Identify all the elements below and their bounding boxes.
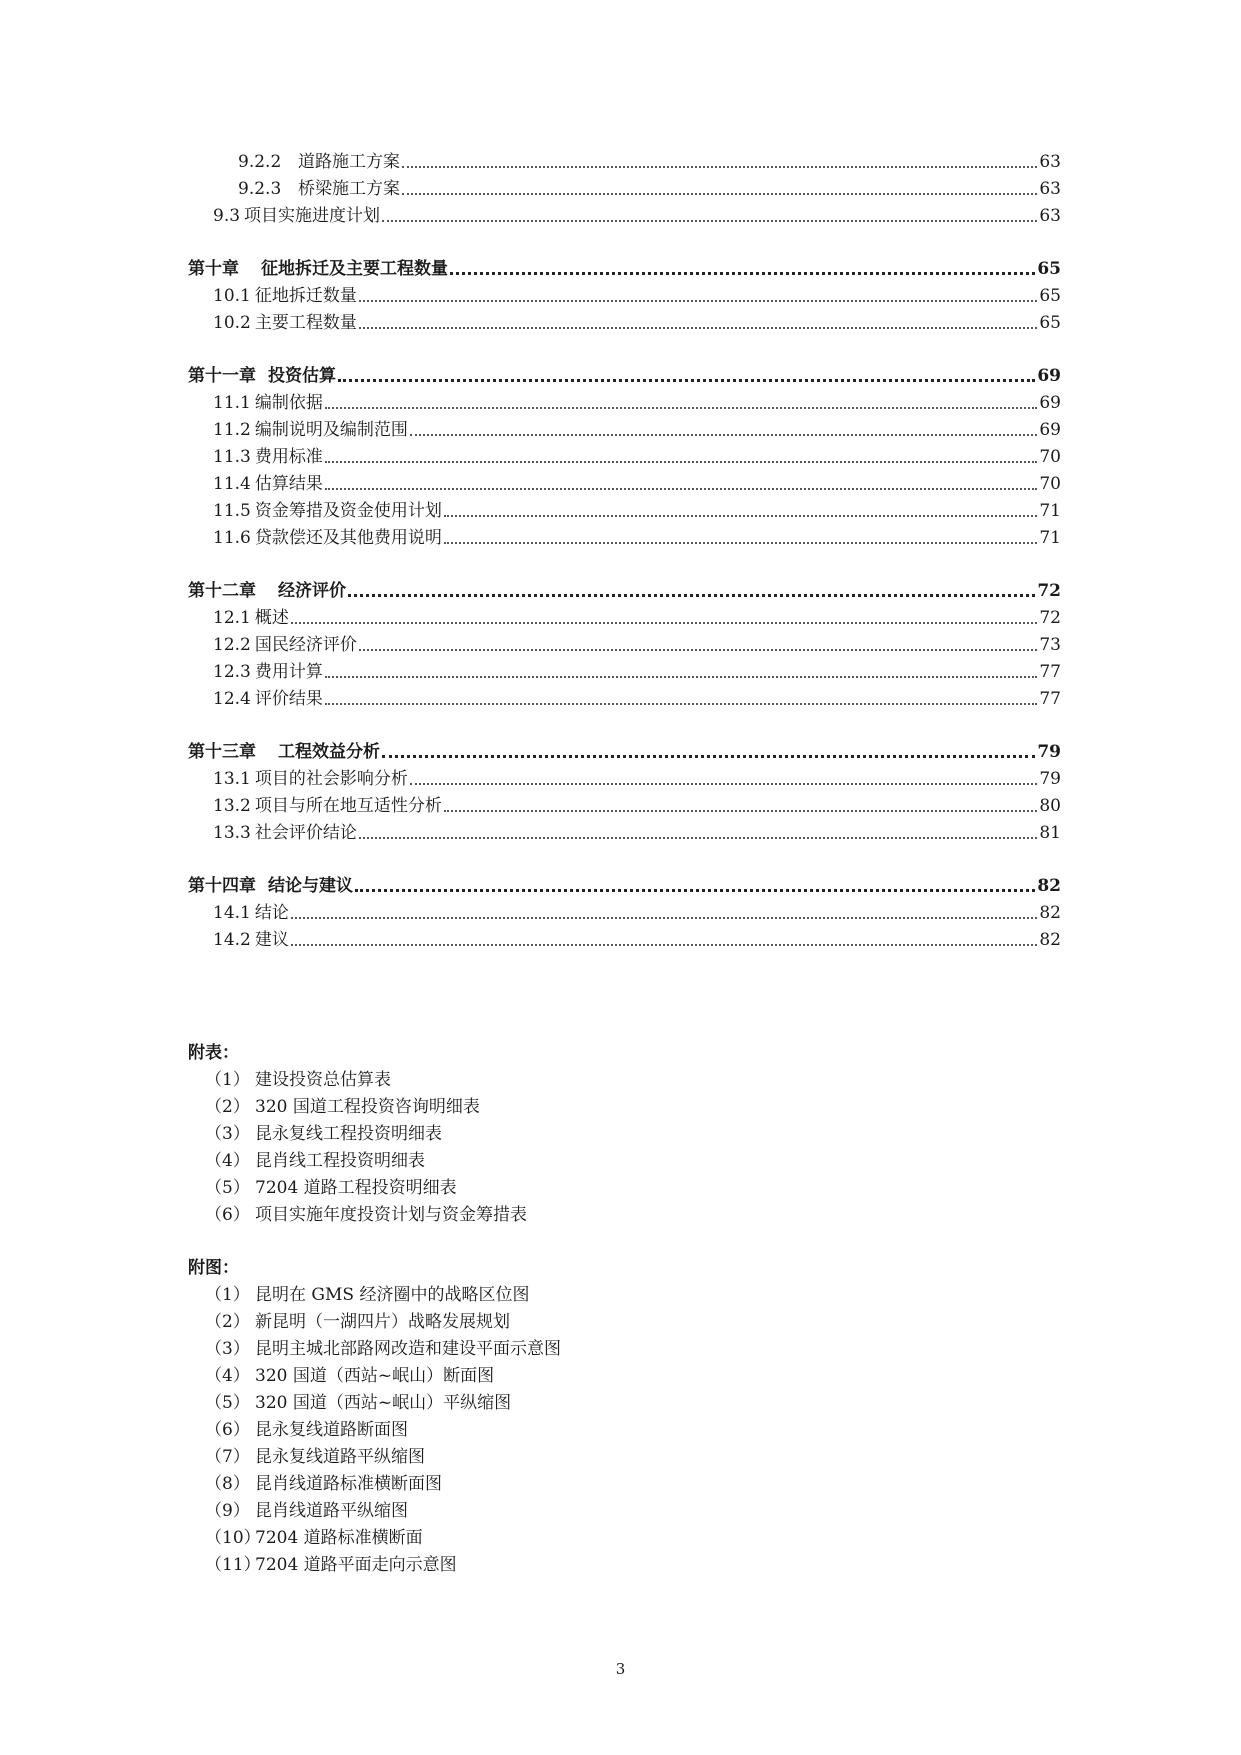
item-text: 昆肖线道路标准横断面图 bbox=[255, 1474, 442, 1494]
appendix-figure-item[interactable] bbox=[188, 1525, 1088, 1552]
item-index: （1） bbox=[205, 1070, 250, 1090]
toc-entry-title: 道路施工方案 bbox=[298, 152, 400, 172]
toc-entry[interactable] bbox=[188, 310, 1061, 337]
dot-leader bbox=[382, 220, 1037, 222]
toc-entry-number: 13.3 bbox=[213, 823, 251, 843]
toc-entry-title: 主要工程数量 bbox=[254, 313, 357, 333]
item-index: （1） bbox=[205, 1285, 250, 1305]
toc-entry-page: 79 bbox=[1039, 769, 1061, 789]
appendix-figure-item[interactable] bbox=[188, 1444, 1088, 1471]
toc-chapter-page: 79 bbox=[1037, 742, 1061, 762]
toc-entry-title: 编制说明及编制范围 bbox=[254, 420, 408, 440]
toc-entry-number: 11.6 bbox=[213, 528, 251, 548]
item-index: （11） bbox=[205, 1555, 261, 1575]
page-number: 3 bbox=[615, 1660, 626, 1678]
toc-entry-page: 70 bbox=[1039, 447, 1061, 467]
toc-entry-page: 82 bbox=[1039, 930, 1061, 950]
item-text: 昆肖线道路平纵缩图 bbox=[255, 1501, 408, 1521]
item-text: 昆永复线道路断面图 bbox=[255, 1420, 408, 1440]
toc-chapter-page: 69 bbox=[1037, 366, 1061, 386]
dot-leader bbox=[325, 703, 1038, 705]
toc-entry-title: 费用标准 bbox=[254, 447, 323, 467]
toc-entry-page: 63 bbox=[1039, 179, 1061, 199]
toc-entry-number: 9.2.2 bbox=[238, 152, 282, 172]
toc-entry[interactable] bbox=[188, 498, 1061, 525]
item-text: 320 国道（西站~岷山）平纵缩图 bbox=[255, 1393, 512, 1413]
appendix-table-item[interactable] bbox=[188, 1202, 1088, 1229]
toc-entry[interactable] bbox=[188, 686, 1061, 713]
toc-entry-number: 10.1 bbox=[213, 286, 251, 306]
toc-entry-title: 估算结果 bbox=[254, 474, 323, 494]
appendix-table-item[interactable] bbox=[188, 1121, 1088, 1148]
item-index: （4） bbox=[205, 1151, 250, 1171]
dot-leader bbox=[410, 783, 1038, 785]
toc-entry-number: 10.2 bbox=[213, 313, 251, 333]
toc-entry-page: 73 bbox=[1039, 635, 1061, 655]
item-text: 昆肖线工程投资明细表 bbox=[255, 1151, 425, 1171]
dot-leader bbox=[359, 837, 1038, 839]
toc-entry[interactable] bbox=[188, 900, 1061, 927]
toc-entry[interactable] bbox=[188, 471, 1061, 498]
appendix-tables-heading: 附表： bbox=[188, 1043, 239, 1063]
toc-entry-title: 社会评价结论 bbox=[254, 823, 357, 843]
toc-chapter-title: 征地拆迁及主要工程数量 bbox=[261, 259, 448, 279]
dot-leader bbox=[325, 407, 1038, 409]
appendix-figure-item[interactable] bbox=[188, 1282, 1088, 1309]
dot-leader bbox=[355, 889, 1035, 892]
dot-leader bbox=[402, 193, 1037, 195]
appendix-figure-item[interactable] bbox=[188, 1309, 1088, 1336]
appendix-table-item[interactable] bbox=[188, 1175, 1088, 1202]
appendix-table-item[interactable] bbox=[188, 1148, 1088, 1175]
toc-chapter-title: 结论与建议 bbox=[268, 876, 353, 896]
toc-entry-title: 国民经济评价 bbox=[254, 635, 357, 655]
dot-leader bbox=[338, 379, 1035, 382]
toc-chapter-entry[interactable] bbox=[188, 256, 1061, 283]
toc-chapter-number: 第十二章 bbox=[188, 581, 256, 601]
appendix-figure-item[interactable] bbox=[188, 1363, 1088, 1390]
toc-entry[interactable] bbox=[188, 525, 1061, 552]
toc-chapter-title: 工程效益分析 bbox=[278, 742, 380, 762]
item-index: （6） bbox=[205, 1420, 250, 1440]
toc-entry-number: 14.2 bbox=[213, 930, 251, 950]
toc-entry-page: 81 bbox=[1039, 823, 1061, 843]
dot-leader bbox=[325, 461, 1038, 463]
toc-chapter-entry[interactable] bbox=[188, 873, 1061, 900]
toc-entry-title: 项目实施进度计划 bbox=[244, 206, 381, 226]
toc-entry-number: 9.3 bbox=[213, 206, 241, 226]
toc-entry-number: 12.2 bbox=[213, 635, 251, 655]
appendix-figure-item[interactable] bbox=[188, 1417, 1088, 1444]
toc-entry-page: 72 bbox=[1039, 608, 1061, 628]
toc-chapter-number: 第十三章 bbox=[188, 742, 256, 762]
item-text: 7204 道路平面走向示意图 bbox=[255, 1555, 457, 1575]
toc-entry-number: 9.2.3 bbox=[238, 179, 282, 199]
appendix-table-item[interactable] bbox=[188, 1067, 1088, 1094]
toc-chapter-page: 65 bbox=[1037, 259, 1061, 279]
toc-entry[interactable] bbox=[188, 176, 1061, 203]
toc-chapter-page: 82 bbox=[1037, 876, 1061, 896]
toc-entry[interactable] bbox=[188, 444, 1061, 471]
dot-leader bbox=[410, 434, 1038, 436]
appendix-figure-item[interactable] bbox=[188, 1390, 1088, 1417]
toc-entry-number: 11.2 bbox=[213, 420, 251, 440]
toc-entry-page: 65 bbox=[1039, 286, 1061, 306]
appendix-tables bbox=[188, 1040, 1088, 1229]
item-index: （7） bbox=[205, 1447, 250, 1467]
item-text: 项目实施年度投资计划与资金筹措表 bbox=[255, 1205, 527, 1225]
dot-leader bbox=[348, 594, 1035, 597]
item-index: （2） bbox=[205, 1097, 250, 1117]
toc-entry-title: 评价结果 bbox=[254, 689, 323, 709]
dot-leader bbox=[444, 810, 1038, 812]
toc-chapter-number: 第十四章 bbox=[188, 876, 256, 896]
toc-entry-title: 项目与所在地互适性分析 bbox=[254, 796, 442, 816]
toc-entry-number: 11.4 bbox=[213, 474, 251, 494]
item-index: （3） bbox=[205, 1339, 250, 1359]
toc-entry[interactable] bbox=[188, 820, 1061, 847]
toc-entry[interactable] bbox=[188, 203, 1061, 230]
toc-chapter-number: 第十章 bbox=[188, 259, 239, 279]
dot-leader bbox=[291, 622, 1038, 624]
toc-entry-number: 14.1 bbox=[213, 903, 251, 923]
toc-entry[interactable] bbox=[188, 793, 1061, 820]
toc-entry-number: 13.2 bbox=[213, 796, 251, 816]
toc-chapter-entry[interactable] bbox=[188, 363, 1061, 390]
item-index: （9） bbox=[205, 1501, 250, 1521]
item-text: 7204 道路工程投资明细表 bbox=[255, 1178, 457, 1198]
toc-entry-number: 11.1 bbox=[213, 393, 251, 413]
toc-entry-title: 结论 bbox=[254, 903, 289, 923]
appendix-figures-heading: 附图： bbox=[188, 1258, 239, 1278]
item-text: 昆明在 GMS 经济圈中的战略区位图 bbox=[255, 1285, 530, 1305]
toc-entry-page: 71 bbox=[1039, 528, 1061, 548]
toc-chapter-number: 第十一章 bbox=[188, 366, 256, 386]
toc-chapter-title: 经济评价 bbox=[278, 581, 346, 601]
toc-entry-number: 11.5 bbox=[213, 501, 251, 521]
appendix-table-item[interactable] bbox=[188, 1094, 1088, 1121]
item-text: 昆明主城北部路网改造和建设平面示意图 bbox=[255, 1339, 561, 1359]
toc-entry-page: 69 bbox=[1039, 420, 1061, 440]
appendix-figure-item[interactable] bbox=[188, 1552, 1088, 1579]
toc-entry[interactable] bbox=[188, 417, 1061, 444]
toc-entry-page: 80 bbox=[1039, 796, 1061, 816]
toc-entry-number: 12.4 bbox=[213, 689, 251, 709]
item-text: 新昆明（一湖四片）战略发展规划 bbox=[255, 1312, 510, 1332]
toc-chapter-entry[interactable] bbox=[188, 739, 1061, 766]
item-index: （6） bbox=[205, 1205, 250, 1225]
toc-entry-number: 12.3 bbox=[213, 662, 251, 682]
toc-entry-page: 77 bbox=[1039, 662, 1061, 682]
toc-entry[interactable] bbox=[188, 927, 1061, 954]
item-index: （2） bbox=[205, 1312, 250, 1332]
toc-chapter-title: 投资估算 bbox=[268, 366, 336, 386]
toc-entry-page: 63 bbox=[1039, 206, 1061, 226]
item-index: （5） bbox=[205, 1393, 250, 1413]
appendix-figures bbox=[188, 1255, 1088, 1579]
toc-entry[interactable] bbox=[188, 766, 1061, 793]
toc-entry[interactable] bbox=[188, 605, 1061, 632]
toc-entry-title: 贷款偿还及其他费用说明 bbox=[254, 528, 442, 548]
item-index: （8） bbox=[205, 1474, 250, 1494]
item-index: （5） bbox=[205, 1178, 250, 1198]
toc-entry-title: 建议 bbox=[254, 930, 289, 950]
appendix-figure-item[interactable] bbox=[188, 1498, 1088, 1525]
appendix-figure-item[interactable] bbox=[188, 1336, 1088, 1363]
dot-leader bbox=[359, 649, 1038, 651]
item-index: （10） bbox=[205, 1528, 261, 1548]
toc-entry-page: 65 bbox=[1039, 313, 1061, 333]
toc-entry-title: 编制依据 bbox=[254, 393, 323, 413]
dot-leader bbox=[359, 327, 1038, 329]
item-text: 320 国道（西站~岷山）断面图 bbox=[255, 1366, 495, 1386]
toc-entry-page: 71 bbox=[1039, 501, 1061, 521]
toc-chapter-page: 72 bbox=[1037, 581, 1061, 601]
item-text: 建设投资总估算表 bbox=[255, 1070, 391, 1090]
dot-leader bbox=[291, 944, 1038, 946]
dot-leader bbox=[444, 515, 1038, 517]
toc-entry-title: 费用计算 bbox=[254, 662, 323, 682]
appendix-figure-item[interactable] bbox=[188, 1471, 1088, 1498]
toc-entry-page: 63 bbox=[1039, 152, 1061, 172]
dot-leader bbox=[325, 676, 1038, 678]
toc-entry-title: 资金筹措及资金使用计划 bbox=[254, 501, 442, 521]
toc-entry[interactable] bbox=[188, 659, 1061, 686]
toc-entry[interactable] bbox=[188, 283, 1061, 310]
toc-entry-title: 项目的社会影响分析 bbox=[254, 769, 408, 789]
dot-leader bbox=[325, 488, 1038, 490]
item-index: （4） bbox=[205, 1366, 250, 1386]
toc-entry[interactable] bbox=[188, 149, 1061, 176]
toc-entry-title: 征地拆迁数量 bbox=[254, 286, 357, 306]
toc-entry-page: 70 bbox=[1039, 474, 1061, 494]
item-text: 7204 道路标准横断面 bbox=[255, 1528, 423, 1548]
toc-entry-number: 13.1 bbox=[213, 769, 251, 789]
dot-leader bbox=[359, 300, 1038, 302]
toc-entry-page: 82 bbox=[1039, 903, 1061, 923]
item-text: 320 国道工程投资咨询明细表 bbox=[255, 1097, 480, 1117]
toc-chapter-entry[interactable] bbox=[188, 578, 1061, 605]
toc-entry-number: 11.3 bbox=[213, 447, 251, 467]
toc-entry-title: 概述 bbox=[254, 608, 289, 628]
toc-entry-page: 69 bbox=[1039, 393, 1061, 413]
item-text: 昆永复线工程投资明细表 bbox=[255, 1124, 442, 1144]
toc-entry-page: 77 bbox=[1039, 689, 1061, 709]
dot-leader bbox=[444, 542, 1038, 544]
toc-entry-title: 桥梁施工方案 bbox=[298, 179, 400, 199]
dot-leader bbox=[450, 272, 1035, 275]
toc-entry-number: 12.1 bbox=[213, 608, 251, 628]
dot-leader bbox=[402, 166, 1037, 168]
item-index: （3） bbox=[205, 1124, 250, 1144]
toc-entry[interactable] bbox=[188, 390, 1061, 417]
item-text: 昆永复线道路平纵缩图 bbox=[255, 1447, 425, 1467]
dot-leader bbox=[291, 917, 1038, 919]
table-of-contents bbox=[188, 149, 1061, 954]
dot-leader bbox=[382, 755, 1035, 758]
toc-entry[interactable] bbox=[188, 632, 1061, 659]
